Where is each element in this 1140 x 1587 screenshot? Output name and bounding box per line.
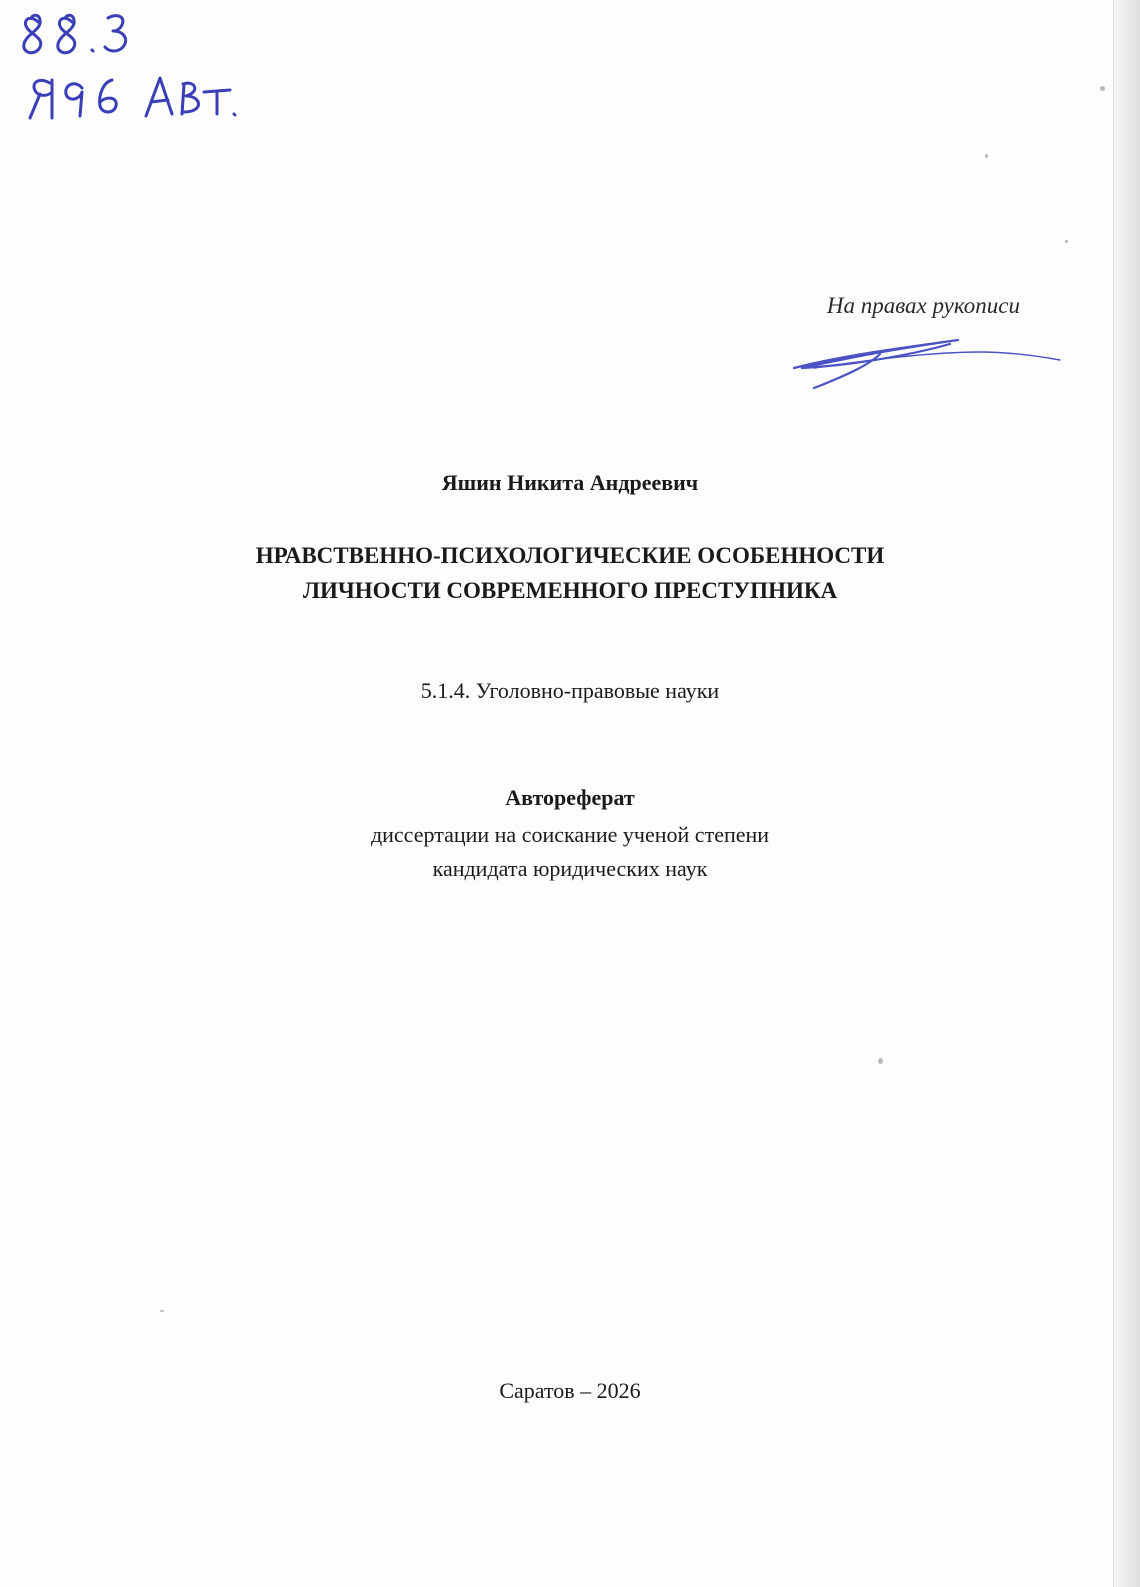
degree-line: диссертации на соискание ученой степени bbox=[370, 822, 770, 847]
manuscript-notice: На правах рукописи bbox=[826, 293, 1020, 318]
scan-edge bbox=[1113, 0, 1140, 1587]
degree-line: кандидата юридических наук bbox=[432, 856, 708, 881]
scan-speck bbox=[1100, 86, 1105, 91]
scan-speck bbox=[985, 154, 988, 158]
handwritten-signature bbox=[780, 330, 1070, 400]
scan-speck bbox=[1065, 240, 1068, 243]
degree-statement bbox=[100, 818, 1040, 886]
specialty-code: 5.1.4. Уголовно-правовые науки bbox=[420, 678, 720, 703]
dissertation-title bbox=[100, 538, 1040, 608]
city-year: Саратов – 2026 bbox=[499, 1378, 641, 1403]
handwritten-library-mark bbox=[0, 0, 260, 130]
title-line: НРАВСТВЕННО-ПСИХОЛОГИЧЕСКИЕ ОСОБЕННОСТИ bbox=[255, 543, 885, 568]
document-type: Автореферат bbox=[505, 785, 635, 810]
scan-speck bbox=[878, 1058, 883, 1064]
author-name: Яшин Никита Андреевич bbox=[441, 470, 699, 495]
scan-speck bbox=[160, 1310, 164, 1312]
title-line: ЛИЧНОСТИ СОВРЕМЕННОГО ПРЕСТУПНИКА bbox=[302, 578, 838, 603]
